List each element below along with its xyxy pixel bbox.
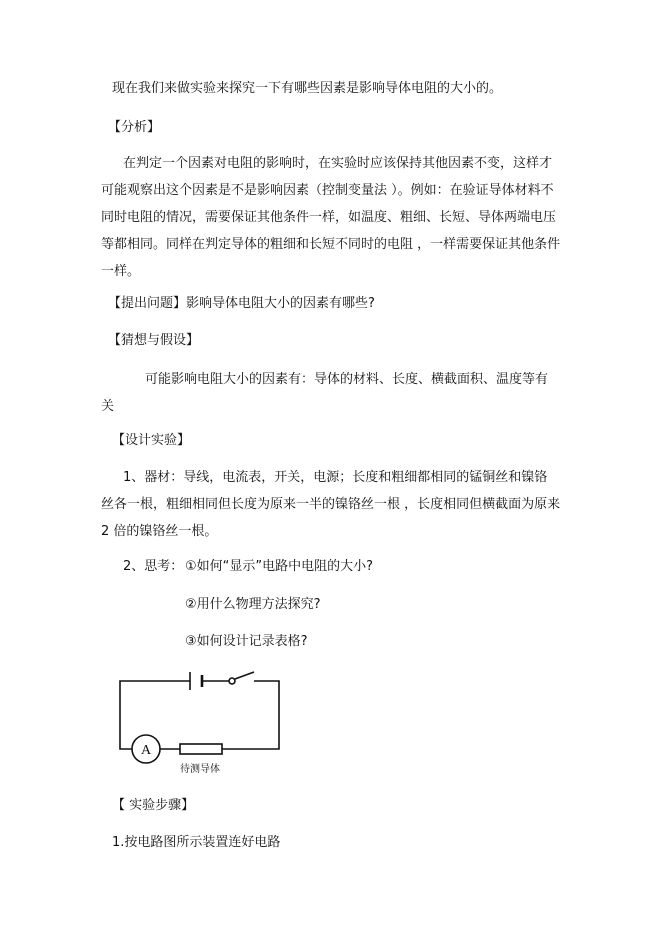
analysis-heading: 【分析】: [108, 120, 161, 135]
wire-right: [222, 681, 279, 749]
resistor-label: 待测导体: [180, 764, 220, 775]
think-item-1: ①如何“显示”电路中电阻的大小?: [185, 559, 374, 574]
analysis-line-1: 在判定一个因素对电阻的影响时，在实验时应该保持其他因素不变，这样才: [123, 156, 553, 171]
steps-heading: 【 实验步骤】: [112, 798, 195, 813]
hypothesis-paragraph: [101, 366, 571, 420]
switch-contact: [229, 678, 235, 684]
materials-line-3: 2 倍的镍铬丝一根。: [101, 524, 218, 539]
analysis-line-3: 同时电阻的情况，需要保证其他条件一样，如温度、粗细、长短、导体两端电压: [101, 210, 557, 225]
hypothesis-line-1: 可能影响电阻大小的因素有：导体的材料、长度、横截面积、温度等有: [145, 372, 549, 387]
materials-paragraph: [101, 464, 571, 545]
intro-text: 现在我们来做实验来探究一下有哪些因素是影响导体电阻的大小的。: [112, 81, 503, 96]
think-prefix: 2、思考：: [123, 559, 184, 574]
question-text: 【提出问题】影响导体电阻大小的因素有哪些?: [108, 296, 375, 311]
hypothesis-heading: 【猜想与假设】: [108, 333, 200, 348]
materials-line-1: 1、器材：导线，电流表，开关，电源；长度和粗细都相同的锰铜丝和镍铬: [123, 470, 548, 485]
think-item-2: ②用什么物理方法探究?: [185, 597, 321, 612]
switch-lever: [235, 672, 254, 679]
analysis-line-5: 一样。: [101, 264, 141, 279]
step-1: 1.按电路图所示装置连好电路: [112, 835, 281, 850]
resistor-box: [180, 744, 222, 754]
design-heading: 【设计实验】: [112, 433, 191, 448]
analysis-paragraph: [101, 150, 571, 285]
circuit-diagram: [112, 666, 287, 778]
analysis-line-2: 可能观察出这个因素是不是影响因素（控制变量法 ）。例如：在验证导体材料不: [101, 183, 554, 198]
analysis-line-4: 等都相同。同样在判定导体的粗细和长短不同时的电阻 ，一样需要保证其他条件: [101, 237, 561, 252]
hypothesis-line-2: 关: [101, 399, 115, 414]
ammeter-symbol: A: [140, 743, 152, 758]
materials-line-2: 丝各一根，粗细相同但长度为原来一半的镍铬丝一根 ，长度相同但横截面为原来: [101, 497, 561, 512]
think-item-3: ③如何设计记录表格?: [185, 634, 308, 649]
